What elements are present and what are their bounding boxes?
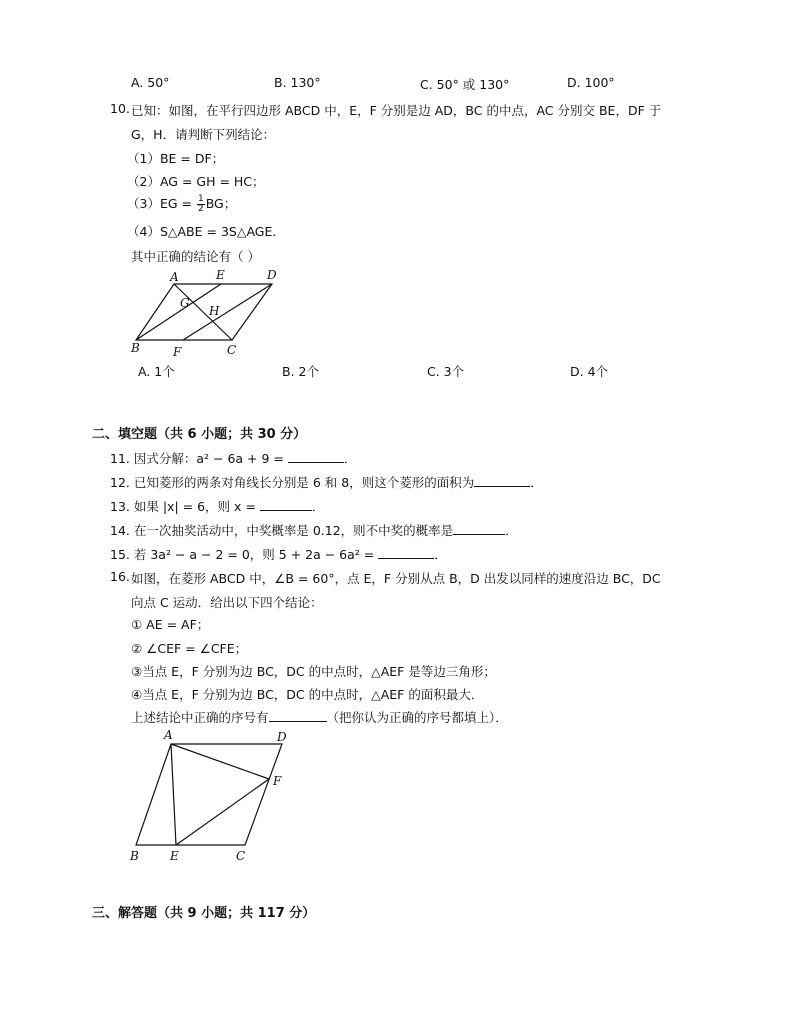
label-c: C	[227, 343, 237, 357]
q10-conclusion-2: （2）AG = GH = HC；	[127, 174, 265, 189]
q9-option-d: D. 100°	[567, 75, 615, 90]
q16-question-text: 上述结论中正确的序号有	[131, 710, 269, 725]
q15-text: 若 3a² − a − 2 = 0，则 5 + 2a − 6a² =	[133, 547, 379, 562]
q16-stem-line2: 向点 C 运动．给出以下四个结论：	[131, 595, 323, 610]
answer-blank[interactable]	[260, 498, 312, 511]
label-h: H	[209, 304, 220, 318]
q16-conclusion-2: ② ∠CEF = ∠CFE；	[131, 641, 248, 656]
q16-conclusion-3: ③当点 E，F 分别为边 BC，DC 的中点时，△AEF 是等边三角形；	[131, 664, 496, 679]
answer-blank[interactable]	[453, 522, 505, 535]
q15-end: ．	[434, 547, 447, 562]
label-d: D	[267, 268, 277, 282]
q14-text: 在一次抽奖活动中，中奖概率是 0.12，则不中奖的概率是	[133, 523, 454, 538]
q11-end: ．	[343, 451, 357, 466]
label-b: B	[131, 341, 140, 355]
answer-blank[interactable]	[288, 450, 344, 463]
q12-end: ．	[530, 475, 543, 490]
fraction-denominator: 2	[197, 204, 204, 214]
label-e: E	[216, 268, 225, 282]
q11-number: 11.	[110, 451, 130, 466]
q11-text: 因式分解：a² − 6a + 9 =	[133, 451, 288, 466]
q10-option-b: B. 2个	[282, 364, 319, 379]
q10-option-c: C. 3个	[427, 364, 465, 379]
segment-ac	[174, 284, 232, 340]
q14-number: 14.	[110, 523, 130, 538]
label-f: F	[173, 345, 182, 359]
q16-question	[131, 708, 508, 726]
answer-blank[interactable]	[378, 546, 434, 559]
segment-af	[171, 744, 269, 779]
q9-option-a: A. 50°	[131, 75, 170, 90]
section-3-heading: 三、解答题（共 9 小题；共 117 分）	[92, 906, 316, 921]
q10-stem-line2: G，H．请判断下列结论：	[131, 127, 276, 142]
q12-number: 12.	[110, 475, 130, 490]
q10-conclusion-3	[127, 194, 236, 214]
q10-conclusion-4: （4）S△ABE = 3S△AGE．	[127, 224, 285, 239]
section-2-heading: 二、填空题（共 6 小题；共 30 分）	[92, 427, 307, 442]
q10-c3-right: BG；	[205, 196, 237, 211]
segment-ae	[171, 744, 176, 845]
q12-text: 已知菱形的两条对角线长分别是 6 和 8，则这个菱形的面积为	[133, 475, 475, 490]
label-e: E	[170, 849, 179, 863]
label-a: A	[164, 728, 173, 742]
q12	[110, 473, 543, 491]
q10-option-d: D. 4个	[570, 364, 609, 379]
q16-number: 16.	[110, 569, 130, 584]
q10-question: 其中正确的结论有（ ）	[131, 249, 260, 264]
q10-number: 10.	[110, 101, 130, 116]
q9-option-c: C. 50° 或 130°	[420, 77, 510, 92]
label-d: D	[277, 730, 287, 744]
label-f: F	[273, 774, 282, 788]
label-c: C	[236, 849, 246, 863]
label-b: B	[130, 849, 139, 863]
answer-blank[interactable]	[474, 474, 530, 487]
fraction-half	[197, 195, 205, 214]
q11	[110, 449, 356, 467]
q13-end: ．	[311, 499, 325, 514]
q15-number: 15.	[110, 547, 130, 562]
q10-c3-left: （3）EG =	[127, 196, 196, 211]
q10-stem-line1: 已知：如图，在平行四边形 ABCD 中，E，F 分别是边 AD，BC 的中点，AC 分别交 BE，DF 于	[131, 103, 662, 118]
q14-end: ．	[505, 523, 518, 538]
rhombus-abcd	[136, 744, 282, 845]
q16-question-hint: （把你认为正确的序号都填上）．	[326, 710, 508, 725]
q16-conclusion-4: ④当点 E，F 分别为边 BC，DC 的中点时，△AEF 的面积最大．	[131, 687, 484, 702]
q10-conclusion-1: （1）BE = DF；	[127, 151, 225, 166]
q13-text: 如果 |x| = 6，则 x =	[133, 499, 260, 514]
segment-df	[183, 284, 272, 340]
q16-conclusion-1: ① AE = AF；	[131, 617, 210, 632]
q15	[110, 545, 447, 563]
parallelogram-abcd	[136, 284, 272, 340]
fraction-numerator: 1	[197, 194, 204, 204]
answer-blank[interactable]	[269, 709, 327, 722]
segment-ef	[176, 779, 269, 845]
q16-stem-line1: 如图，在菱形 ABCD 中，∠B = 60°，点 E，F 分别从点 B，D 出发以同样的速度沿边 BC，DC	[131, 571, 661, 586]
label-a: A	[170, 270, 179, 284]
q14	[110, 521, 518, 539]
q9-option-b: B. 130°	[274, 75, 321, 90]
label-g: G	[180, 296, 190, 310]
q13	[110, 497, 324, 515]
q10-option-a: A. 1个	[138, 364, 175, 379]
q13-number: 13.	[110, 499, 130, 514]
